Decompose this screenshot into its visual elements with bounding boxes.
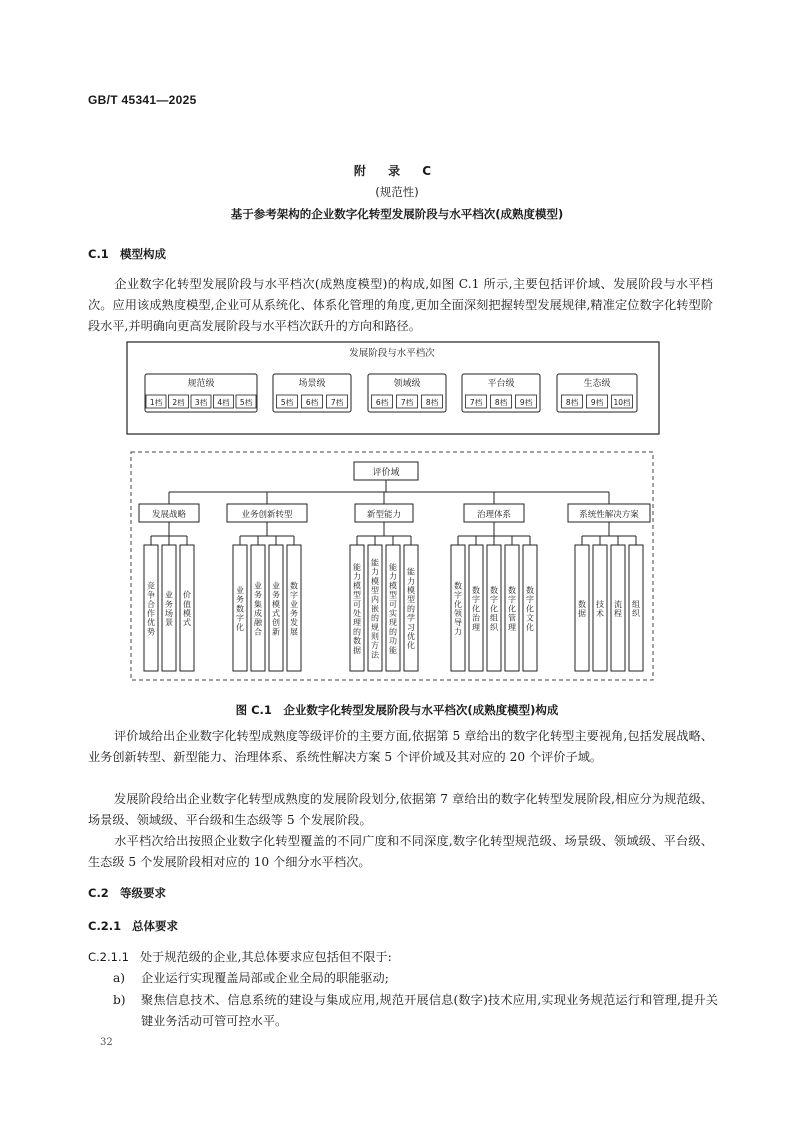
domain-name: 新型能力 [366, 510, 402, 520]
stage-panel-title: 发展阶段与水平档次 [349, 348, 435, 359]
level-label: 8档 [565, 398, 579, 407]
stage-name: 生态级 [583, 379, 611, 389]
root-label: 评价域 [372, 468, 400, 478]
level-label: 8档 [494, 398, 508, 407]
subdomain-label: 能力模型内嵌的规则方法 [371, 558, 379, 660]
level-label: 5档 [280, 398, 294, 407]
subdomain-label: 数字化治理 [472, 586, 480, 632]
subdomain-label: 技术 [596, 599, 604, 618]
stage-name: 场景级 [298, 379, 326, 389]
level-label: 3档 [194, 398, 208, 407]
page-number: 32 [100, 1037, 113, 1048]
section-title: 等级要求 [120, 886, 166, 900]
level-label: 9档 [590, 398, 604, 407]
list-text: 聚焦信息技术、信息系统的建设与集成应用,规范开展信息(数字)技术应用,实现业务规范运行和管理,提升关键业务活动可管可控水平。 [141, 993, 718, 1028]
level-label: 1档 [149, 398, 163, 407]
stage-name: 规范级 [187, 379, 215, 389]
paragraph-text: 水平档次给出按照企业数字化转型覆盖的不同广度和不同深度,数字化转型规范级、场景级、领域级、平台级、生态级 5 个发展阶段相对应的 10 个细分水平档次。 [88, 834, 713, 869]
list-item [113, 990, 718, 1032]
subdomain-label: 价值模式 [183, 590, 191, 628]
list-label: b) [113, 993, 126, 1007]
level-label: 9档 [519, 398, 533, 407]
subdomain-label: 数据 [578, 599, 586, 618]
level-label: 2档 [172, 398, 185, 407]
appendix-title: 附 录 C [353, 164, 441, 178]
paragraph-level-grade [88, 831, 713, 873]
subdomain-label: 能力模型可实现的功能 [389, 563, 397, 655]
domain-name: 发展战略 [151, 510, 187, 520]
subdomain-label: 数字化管理 [508, 586, 516, 632]
section-number: C.2 [88, 886, 109, 900]
clause-number: C.2.1.1 [88, 950, 129, 964]
section-title: 模型构成 [120, 247, 166, 261]
list-text: 企业运行实现覆盖局部或企业全局的职能驱动; [141, 971, 389, 985]
domain-name: 治理体系 [476, 510, 512, 520]
subdomain-label: 业务集成融合 [254, 581, 262, 637]
paragraph-text: 企业数字化转型发展阶段与水平档次(成熟度模型)的构成,如图 C.1 所示,主要包括评价域、发展阶段与水平档次。应用该成熟度模型,企业可从系统化、体系化管理的角度,更加全面深刻把握转型发展规律,精准定位数字化转型阶段水平,并明确向更高发展阶段与水平档次跃升的方向和路径。 [88, 277, 713, 333]
subdomain-label: 数字业务发展 [290, 581, 298, 637]
paragraph-development-stage [88, 789, 713, 831]
level-label: 10档 [613, 398, 631, 407]
level-label: 5档 [239, 398, 253, 407]
subdomain-label: 数字化领导力 [454, 581, 462, 637]
level-label: 7档 [469, 398, 483, 407]
stage-name: 领域级 [393, 379, 421, 389]
appendix-nature: (规范性) [375, 185, 419, 199]
list-label: a) [113, 971, 126, 985]
figure-caption: 图 C.1 企业数字化转型发展阶段与水平档次(成熟度模型)构成 [235, 703, 559, 717]
subdomain-label: 数字化组织 [490, 586, 498, 632]
paragraph-text: 评价域给出企业数字化转型成熟度等级评价的主要方面,依据第 5 章给出的数字化转型主要视角,包括发展战略、业务创新转型、新型能力、治理体系、系统性解决方案 5 个评价域及其对应的 20 个评价子域。 [88, 729, 713, 764]
domain-name: 业务创新转型 [241, 510, 293, 520]
subdomain-label: 业务模式创新 [272, 581, 280, 637]
section-number: C.1 [88, 247, 109, 261]
level-label: 6档 [305, 398, 319, 407]
standard-number: GB/T 45341—2025 [88, 93, 197, 107]
c1-paragraph [88, 274, 713, 337]
section-c1-heading [88, 246, 166, 262]
domain-name: 系统性解决方案 [579, 510, 639, 520]
maturity-model-figure [125, 340, 665, 685]
level-label: 4档 [217, 398, 230, 407]
subdomain-label: 能力模型可处理的数据 [353, 563, 361, 655]
section-c2-heading [88, 885, 166, 901]
level-label: 7档 [330, 398, 344, 407]
subdomain-label: 能力模型的学习优化 [407, 567, 415, 651]
subdomain-label: 组织 [632, 599, 640, 618]
section-title: 总体要求 [132, 919, 178, 933]
subdomain-label: 数字化文化 [526, 586, 534, 632]
subdomain-label: 流程 [614, 599, 622, 618]
section-c21-heading [88, 918, 178, 934]
stage-name: 平台级 [487, 379, 515, 389]
subdomain-label: 业务场景 [165, 590, 173, 628]
paragraph-evaluation-domain [88, 726, 713, 768]
list-item [113, 968, 718, 989]
appendix-main-title: 基于参考架构的企业数字化转型发展阶段与水平档次(成熟度模型) [230, 207, 564, 221]
section-number: C.2.1 [88, 919, 122, 933]
level-label: 6档 [375, 398, 389, 407]
paragraph-text: 发展阶段给出企业数字化转型成熟度的发展阶段划分,依据第 7 章给出的数字化转型发展阶段,相应分为规范级、场景级、领域级、平台级和生态级等 5 个发展阶段。 [88, 792, 713, 827]
level-label: 8档 [425, 398, 439, 407]
clause-c211 [88, 947, 718, 968]
clause-text: 处于规范级的企业,其总体要求应包括但不限于: [140, 950, 392, 964]
subdomain-label: 竞争合作优势 [147, 581, 155, 637]
subdomain-label: 业务数字化 [236, 586, 244, 632]
level-label: 7档 [400, 398, 414, 407]
